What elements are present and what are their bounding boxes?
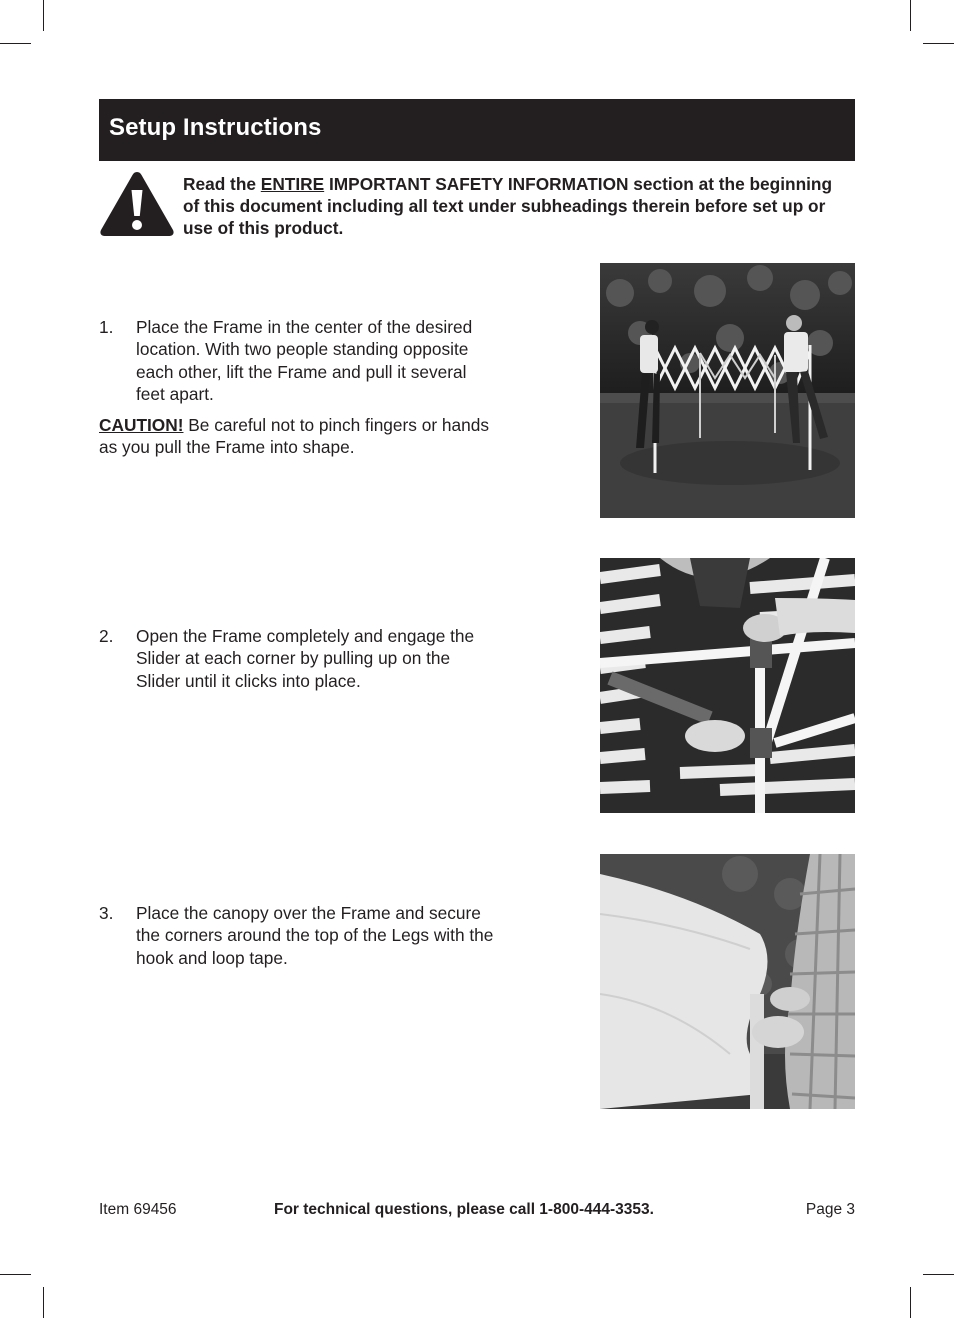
crop-mark — [0, 1274, 31, 1275]
crop-mark — [910, 0, 911, 31]
photo-frame-opening — [600, 263, 855, 518]
footer-support-line: For technical questions, please call 1-800-444-3353. — [274, 1201, 654, 1218]
step-text: Place the canopy over the Frame and secure the corners around the top of the Legs with the hook and loop tape. — [136, 903, 494, 968]
crop-mark — [923, 43, 954, 44]
warning-exclamation-icon — [99, 170, 175, 238]
crop-mark — [0, 43, 31, 44]
crop-mark — [43, 1287, 44, 1318]
caution-note — [99, 414, 499, 459]
footer-page-number: Page 3 — [805, 1201, 855, 1218]
safety-emphasis: ENTIRE — [260, 174, 325, 194]
step-number: 1. — [99, 317, 114, 337]
step-number: 2. — [99, 626, 114, 646]
step-text: Open the Frame completely and engage the Slider at each corner by pulling up on the Slider until it clicks into place. — [136, 626, 475, 691]
caution-text: Be careful not to pinch fingers or hands as you pull the Frame into shape. — [99, 415, 489, 458]
crop-mark — [923, 1274, 954, 1275]
crop-mark — [43, 0, 44, 31]
step-3 — [99, 902, 499, 969]
step-text: Place the Frame in the center of the desired location. With two people standing opposite each other, lift the Frame and pull it several feet apart. — [136, 317, 473, 405]
caution-label: CAUTION! — [99, 415, 184, 435]
section-header — [99, 99, 855, 161]
section-title: Setup Instructions — [109, 114, 322, 141]
crop-mark — [910, 1287, 911, 1318]
step-number: 3. — [99, 903, 114, 923]
photo-slider-engage — [600, 558, 855, 813]
safety-warning-text: Read the ENTIRE IMPORTANT SAFETY INFORMATION section at the beginning of this document including all text under subheadings therein before set up or use of this product. — [183, 174, 833, 238]
photo-canopy-attach — [600, 854, 855, 1109]
step-2 — [99, 625, 499, 692]
footer-item-number: Item 69456 — [99, 1201, 177, 1218]
step-1 — [99, 316, 499, 406]
